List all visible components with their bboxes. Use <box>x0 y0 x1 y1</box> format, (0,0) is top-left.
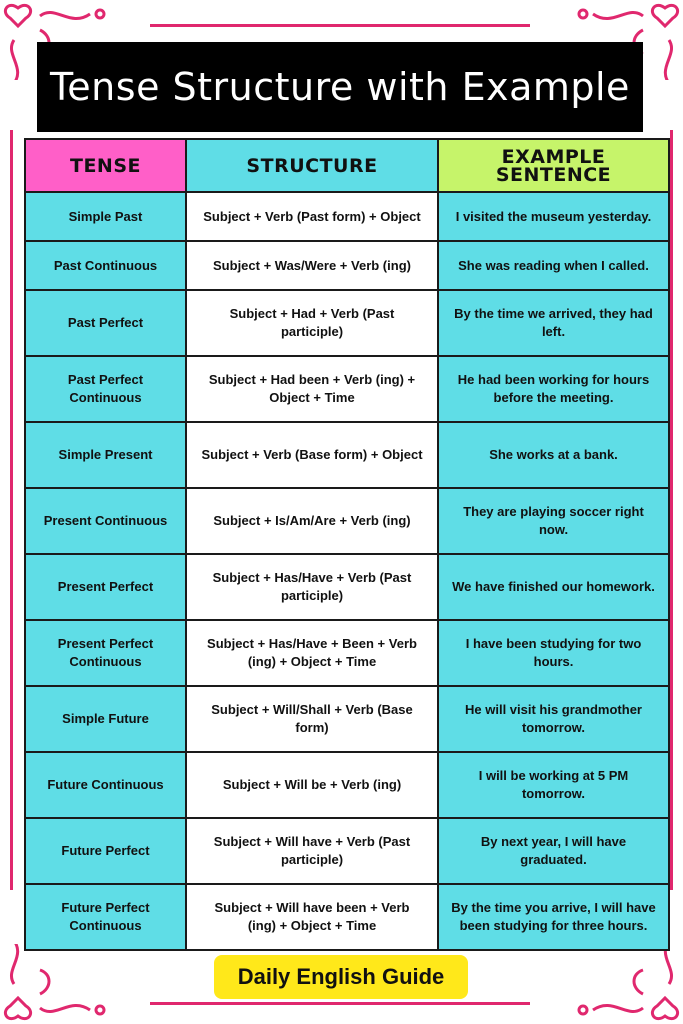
example-cell: I will be working at 5 PM tomorrow. <box>438 752 669 818</box>
tense-cell: Future Continuous <box>25 752 186 818</box>
structure-cell: Subject + Has/Have + Been + Verb (ing) + Object + Time <box>186 620 438 686</box>
structure-cell: Subject + Verb (Base form) + Object <box>186 422 438 488</box>
corner-ornament-bottom-right-icon <box>573 944 683 1024</box>
tense-cell: Future Perfect <box>25 818 186 884</box>
example-cell: She was reading when I called. <box>438 241 669 290</box>
corner-ornament-bottom-left-icon <box>0 944 110 1024</box>
table-row <box>25 356 669 422</box>
example-cell: By next year, I will have graduated. <box>438 818 669 884</box>
frame-left-line <box>10 130 13 890</box>
example-cell: She works at a bank. <box>438 422 669 488</box>
structure-cell: Subject + Will have + Verb (Past participle) <box>186 818 438 884</box>
structure-cell: Subject + Had been + Verb (ing) + Object + Time <box>186 356 438 422</box>
tense-cell: Future Perfect Continuous <box>25 884 186 950</box>
tense-cell: Present Continuous <box>25 488 186 554</box>
example-cell: We have finished our homework. <box>438 554 669 620</box>
title-banner <box>37 42 643 132</box>
table-row <box>25 884 669 950</box>
page-title: Tense Structure with Example <box>50 65 630 109</box>
table-row <box>25 241 669 290</box>
structure-cell: Subject + Verb (Past form) + Object <box>186 192 438 241</box>
footer-badge: Daily English Guide <box>214 955 468 999</box>
tense-cell: Present Perfect <box>25 554 186 620</box>
table-row <box>25 488 669 554</box>
example-cell: He had been working for hours before the meeting. <box>438 356 669 422</box>
frame-top-line <box>150 24 530 27</box>
structure-cell: Subject + Is/Am/Are + Verb (ing) <box>186 488 438 554</box>
header-example-sentence: EXAMPLE SENTENCE <box>438 139 669 192</box>
structure-cell: Subject + Has/Have + Verb (Past participle) <box>186 554 438 620</box>
example-cell: By the time we arrived, they had left. <box>438 290 669 356</box>
table-row <box>25 422 669 488</box>
tense-cell: Past Perfect Continuous <box>25 356 186 422</box>
header-structure: STRUCTURE <box>186 139 438 192</box>
example-cell: By the time you arrive, I will have been studying for three hours. <box>438 884 669 950</box>
table-row <box>25 818 669 884</box>
table-row <box>25 554 669 620</box>
tense-cell: Present Perfect Continuous <box>25 620 186 686</box>
example-cell: He will visit his grandmother tomorrow. <box>438 686 669 752</box>
structure-cell: Subject + Will have been + Verb (ing) + Object + Time <box>186 884 438 950</box>
tense-cell: Simple Future <box>25 686 186 752</box>
tense-table <box>24 138 670 951</box>
table-row <box>25 290 669 356</box>
structure-cell: Subject + Will be + Verb (ing) <box>186 752 438 818</box>
tense-cell: Simple Present <box>25 422 186 488</box>
example-cell: They are playing soccer right now. <box>438 488 669 554</box>
frame-bottom-line <box>150 1002 530 1005</box>
table-row <box>25 686 669 752</box>
frame-right-line <box>670 130 673 890</box>
structure-cell: Subject + Will/Shall + Verb (Base form) <box>186 686 438 752</box>
table-row <box>25 752 669 818</box>
structure-cell: Subject + Had + Verb (Past participle) <box>186 290 438 356</box>
tense-cell: Past Continuous <box>25 241 186 290</box>
table-row <box>25 192 669 241</box>
header-tense: TENSE <box>25 139 186 192</box>
example-cell: I visited the museum yesterday. <box>438 192 669 241</box>
example-cell: I have been studying for two hours. <box>438 620 669 686</box>
tense-cell: Simple Past <box>25 192 186 241</box>
structure-cell: Subject + Was/Were + Verb (ing) <box>186 241 438 290</box>
tense-cell: Past Perfect <box>25 290 186 356</box>
table-row <box>25 620 669 686</box>
table-header-row <box>25 139 669 192</box>
